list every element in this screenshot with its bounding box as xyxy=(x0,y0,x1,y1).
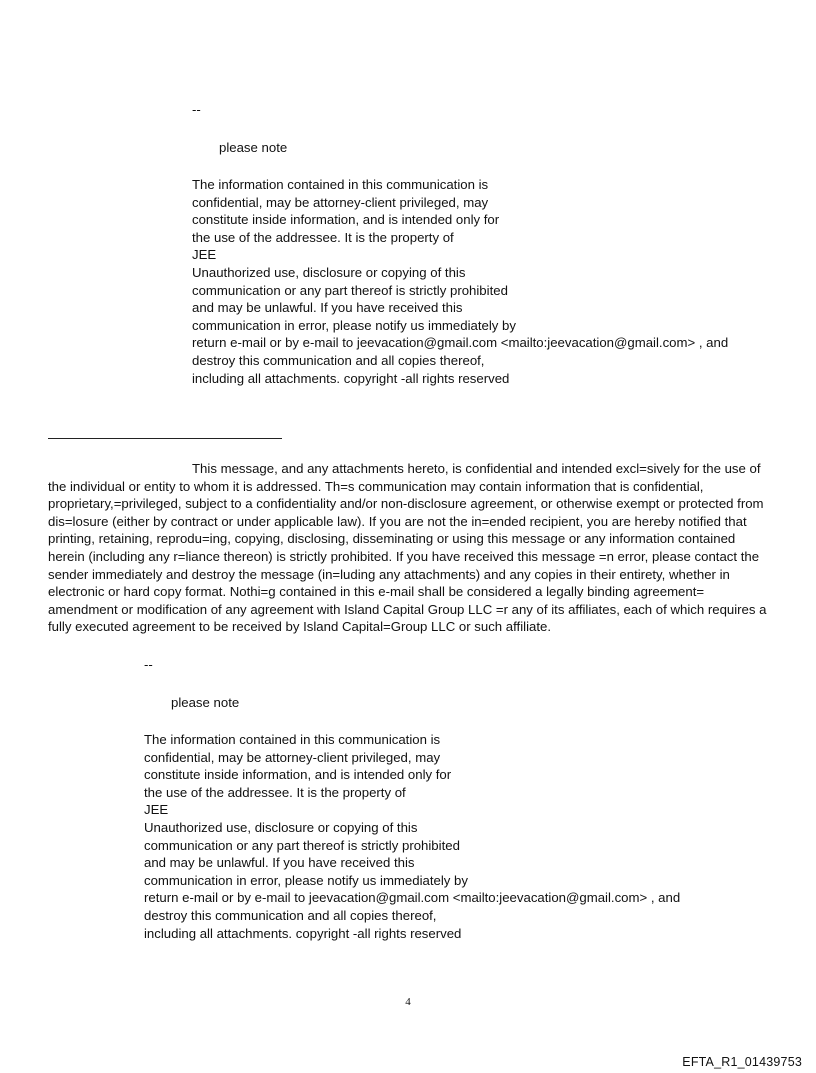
notice-line: confidential, may be attorney-client privileged, may xyxy=(192,194,489,210)
notice-line: JEE xyxy=(192,247,217,263)
note-heading: please note xyxy=(219,140,288,155)
notice-line: communication or any part thereof is strictly prohibited xyxy=(144,837,460,853)
notice-line: Unauthorized use, disclosure or copying of this xyxy=(192,264,466,280)
notice-line: Unauthorized use, disclosure or copying of this xyxy=(144,819,418,835)
notice-line: return e-mail or by e-mail to jeevacation@gmail.com <mailto:jeevacation@gmail.com> , and xyxy=(144,890,681,906)
separator-dashes: -- xyxy=(144,657,153,672)
notice-line: destroy this communication and all copies thereof, xyxy=(144,907,437,923)
notice-line: destroy this communication and all copies thereof, xyxy=(192,352,485,368)
notice-line: confidential, may be attorney-client privileged, may xyxy=(144,749,441,765)
notice-line: including all attachments. copyright -all rights reserved xyxy=(192,370,510,386)
separator-dashes: -- xyxy=(192,102,201,117)
notice-line: The information contained in this communication is xyxy=(192,177,489,192)
notice-line: return e-mail or by e-mail to jeevacation@gmail.com <mailto:jeevacation@gmail.com> , and xyxy=(192,335,729,351)
notice-line: constitute inside information, and is intended only for xyxy=(192,212,500,228)
notice-line: the use of the addressee. It is the property of xyxy=(144,784,406,800)
notice-line: communication in error, please notify us immediately by xyxy=(144,872,468,888)
notice-line: communication or any part thereof is strictly prohibited xyxy=(192,282,508,298)
page-number: 4 xyxy=(405,996,411,1008)
notice-line: and may be unlawful. If you have received this xyxy=(144,855,415,871)
legal-disclaimer: This message, and any attachments hereto, is confidential and intended excl=sively for the use of the individual or entity to whom it is addressed. Th=s communication may contain information that is confidential, proprietary,=privileged, subject to a confidentiality and/or non-disclosure agreement, or otherwise exempt or protected from dis=losure (either by contract or under applicable law). If you are not the in=ended recipient, you are hereby notified that printing, retaining, reprodu=ing, copying, disclosing, disseminating or using this message or any information contained herein (including any r=liance thereon) is strictly prohibited. If you have received this message =n error, please contact the sender immediately and destroy the message (in=luding any attachments) and any copies in their entirety, whether in electronic or hard copy format. Nothi=g contained in this e-mail shall be considered a legally binding agreement= amendment or modification of any agreement with Island Capital Group LLC =r any of its affiliates, each of which requires a fully executed agreement to be received by Island Capital=Group LLC or such affiliate. xyxy=(48,461,767,635)
notice-line: the use of the addressee. It is the property of xyxy=(192,229,454,245)
notice-line: JEE xyxy=(144,802,169,818)
confidentiality-notice xyxy=(144,731,680,942)
notice-line: including all attachments. copyright -all rights reserved xyxy=(144,925,462,941)
notice-line: communication in error, please notify us immediately by xyxy=(192,317,516,333)
note-heading: please note xyxy=(171,695,240,710)
document-id: EFTA_R1_01439753 xyxy=(682,1055,802,1069)
notice-line: and may be unlawful. If you have received this xyxy=(192,300,463,316)
notice-line: constitute inside information, and is intended only for xyxy=(144,767,452,783)
confidentiality-notice xyxy=(192,176,728,387)
horizontal-divider xyxy=(48,438,282,439)
notice-line: The information contained in this communication is xyxy=(144,732,441,747)
